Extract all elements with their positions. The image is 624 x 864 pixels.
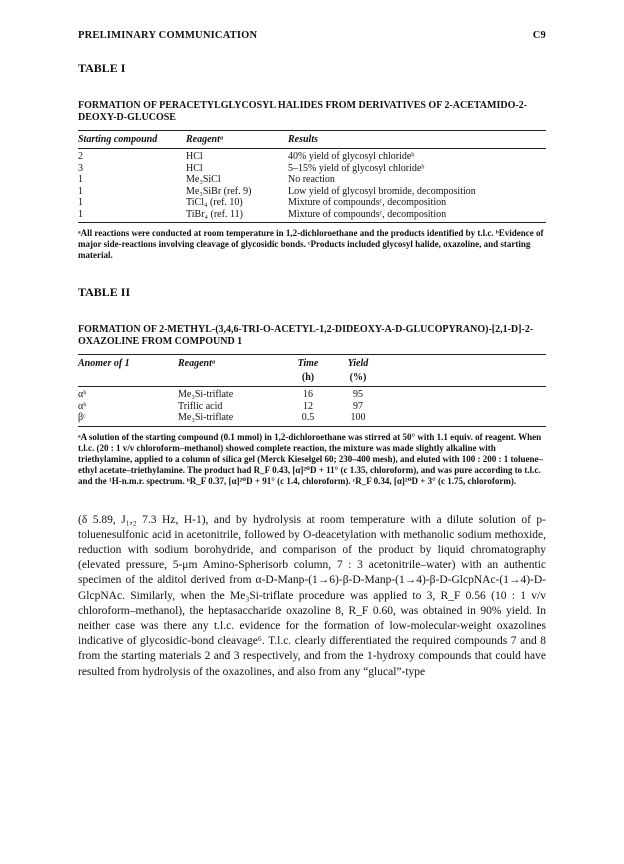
body-paragraph: (δ 5.89, J₁,₂ 7.3 Hz, H-1), and by hydrolysis at room temperature with a dilute solution of p-toluenesulfonic acid in acetonitrile, followed by O-deacetylation with methanolic sodium methoxide, reduction with sodium borohydride, and comparison of the product by liquid chromatography (elevated pressure, 5-μm Amino-Spherisorb column, 7 : 3 acetonitrile–water) with an authentic specimen of the alditol derived from α-D-Manp-(1→6)-β-D-Manp-(1→4)-β-D-GlcpNAc-(1→4)-D-GlcpNAc. Similarly, when the Me₃Si-triflate procedure was applied to 3, R_F 0.56 (10 : 1 v/v chloroform–methanol), the heptasaccharide oxazoline 8, R_F 0.60, was obtained in 90% yield. In neither case was there any t.l.c. evidence for the formation of low-molecular-weight oxazolines indicative of glycosidic-bond cleavage⁶. T.l.c. clearly differentiated the required compounds 7 and 8 from the starting materials 2 and 3 respectively, and from the 1-hydroxy compounds that could have resulted from hydrolysis of the oxazolines, and also from any “glucal”-type: [78, 513, 546, 678]
table-cell: HCl: [186, 151, 203, 162]
table1-header-cell: Reagentᵃ: [186, 134, 223, 145]
page-number: C9: [532, 30, 546, 41]
table1: [78, 131, 546, 148]
header-title: PRELIMINARY COMMUNICATION: [78, 30, 258, 41]
table-cell: 100: [350, 412, 366, 423]
table1-header-cell: Results: [288, 134, 319, 145]
table-cell: 3: [78, 162, 83, 174]
table-row: [78, 389, 546, 401]
table2-caption: FORMATION OF 2-METHYL-(3,4,6-TRI-O-ACETYL-1,2-DIDEOXY-Α-D-GLUCOPYRANO)-[2,1-D]-2-OXAZOLINE FROM COMPOUND 1: [78, 324, 534, 347]
running-header: [78, 30, 546, 41]
table-row: [78, 401, 546, 413]
table-cell: αᵇ: [78, 400, 87, 412]
table1-header-row: [78, 131, 546, 148]
table2-unit-cell: (%): [349, 372, 367, 383]
table-cell: Triflic acid: [178, 400, 223, 412]
table-row: [78, 186, 546, 198]
document-page: [78, 30, 546, 680]
table-cell: No reaction: [288, 174, 335, 185]
table-row: [78, 151, 546, 163]
table-cell: 5–15% yield of glycosyl chlorideᵇ: [288, 162, 425, 174]
table-cell: 1: [78, 208, 83, 220]
table2-header-cell: Reagentᵃ: [178, 358, 215, 369]
table-cell: 12: [303, 400, 313, 412]
table-cell: αᵇ: [78, 389, 87, 400]
table-cell: Low yield of glycosyl bromide, decomposition: [288, 185, 476, 197]
table2-unit-cell: (h): [301, 372, 315, 383]
table2-header-cell: Anomer of 1: [78, 358, 130, 369]
table-row: [78, 163, 546, 175]
table2-header-cell: Yield: [347, 358, 369, 369]
table-row: [78, 412, 546, 424]
table-row: [78, 209, 546, 221]
table-cell: 40% yield of glycosyl chlorideᵇ: [288, 151, 415, 162]
table2-units-row: [78, 372, 546, 386]
table1-body: [78, 149, 546, 222]
table-cell: Me₃SiCl: [186, 174, 221, 185]
table-cell: Mixture of compoundsᶜ, decomposition: [288, 197, 447, 208]
table-cell: 16: [303, 389, 313, 400]
table-cell: βᶜ: [78, 412, 86, 423]
table-cell: Me₃SiBr (ref. 9): [186, 185, 252, 197]
table-cell: 1: [78, 174, 83, 185]
table1-title: TABLE I: [78, 61, 126, 75]
table-cell: TiCl₄ (ref. 10): [186, 197, 243, 208]
table-cell: 1: [78, 185, 83, 197]
table2-title: TABLE II: [78, 285, 131, 299]
table-cell: Mixture of compoundsᶜ, decomposition: [288, 208, 447, 220]
table-cell: TiBr₄ (ref. 11): [186, 208, 243, 220]
table1-footnote: ᵃAll reactions were conducted at room temperature in 1,2-dichloroethane and the products identified by t.l.c. ᵇEvidence of major side-reactions involving cleavage of glycosidic bonds. ᶜProducts included glycosyl halide, oxazoline, and starting material.: [78, 228, 544, 260]
table2-header-row: [78, 355, 546, 372]
table-cell: 95: [353, 389, 363, 400]
table1-caption: FORMATION OF PERACETYLGLYCOSYL HALIDES FROM DERIVATIVES OF 2-ACETAMIDO-2-DEOXY-D-GLUCOSE: [78, 100, 528, 123]
table-cell: 1: [78, 197, 83, 208]
table-cell: Me₃Si-triflate: [178, 389, 234, 400]
table-cell: 0.5: [301, 412, 315, 423]
table-cell: 97: [353, 400, 363, 412]
table-cell: Me₃Si-triflate: [178, 412, 234, 423]
table-row: [78, 174, 546, 186]
table1-header-cell: Starting compound: [78, 134, 158, 145]
table2-body: [78, 387, 546, 426]
table-cell: 2: [78, 151, 83, 162]
table2-header-cell: Time: [297, 358, 319, 369]
table-row: [78, 197, 546, 209]
table2-footnote: ᵃA solution of the starting compound (0.1 mmol) in 1,2-dichloroethane was stirred at 50° with 1.1 equiv. of reagent. When t.l.c. (20 : 1 v/v chloroform–methanol) showed complete reaction, the mixture was made slightly alkaline with triethylamine, applied to a column of silica gel (Merck Kieselgel 60; 230–400 mesh), and eluted with 100 : 200 : 1 toluene–ethyl acetate–triethylamine. The product had R_F 0.43, [α]²⁰D + 11° (c 1.35, chloroform), and was pure according to t.l.c. and the ¹H-n.m.r. spectrum. ᵇR_F 0.37, [α]²⁰D + 91° (c 1.4, chloroform). ᶜR_F 0.34, [α]²⁰D + 3° (c 1.75, chloroform).: [78, 431, 544, 486]
table2: [78, 355, 546, 386]
table-cell: HCl: [186, 162, 203, 174]
